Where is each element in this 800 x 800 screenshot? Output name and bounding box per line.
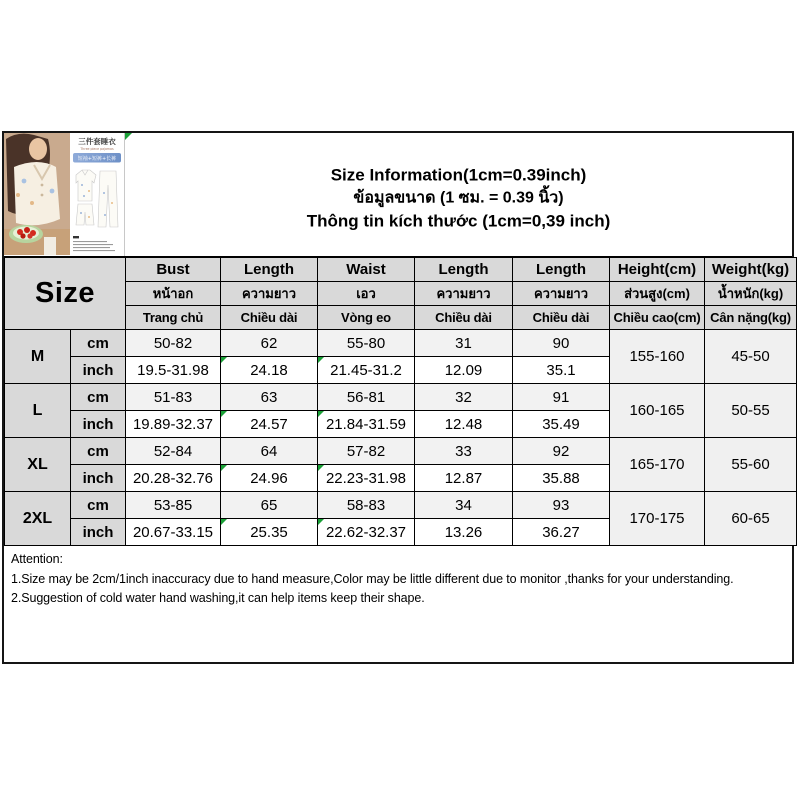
row-m-cm (5, 330, 797, 357)
xl-bust-inch: 20.28-32.76 (126, 465, 221, 492)
svg-text:Three piece pajamas: Three piece pajamas (80, 147, 114, 151)
col-length1-th: ความยาว (221, 282, 318, 306)
m-length3-cm: 90 (513, 330, 610, 357)
xl-weight: 55-60 (705, 438, 797, 492)
attention-note-1: 1.Size may be 2cm/1inch inaccuracy due to hand measure,Color may be little different due to monitor ,thanks for your understanding. (11, 571, 734, 586)
size-header: Size (5, 258, 126, 330)
unit-cm: cm (71, 330, 126, 357)
2xl-length1-cm: 65 (221, 492, 318, 519)
m-length1-cm: 62 (221, 330, 318, 357)
m-weight: 45-50 (705, 330, 797, 384)
unit-cm: cm (71, 384, 126, 411)
l-height: 160-165 (610, 384, 705, 438)
size-2xl: 2XL (5, 492, 71, 546)
header-row-en (5, 258, 797, 282)
xl-length1-cm: 64 (221, 438, 318, 465)
l-weight: 50-55 (705, 384, 797, 438)
2xl-waist-cm: 58-83 (318, 492, 415, 519)
col-weight-th: น้ำหนัก(kg) (705, 282, 797, 306)
m-length2-cm: 31 (415, 330, 513, 357)
m-length2-inch: 12.09 (415, 357, 513, 384)
col-bust-th: หน้าอก (126, 282, 221, 306)
col-height-th: ส่วนสูง(cm) (610, 282, 705, 306)
2xl-length3-inch: 36.27 (513, 519, 610, 546)
l-waist-cm: 56-81 (318, 384, 415, 411)
m-bust-cm: 50-82 (126, 330, 221, 357)
xl-length2-cm: 33 (415, 438, 513, 465)
l-bust-cm: 51-83 (126, 384, 221, 411)
2xl-waist-inch: 22.62-32.37 (318, 519, 415, 546)
col-length2-vi: Chiều dài (415, 306, 513, 330)
size-m: M (5, 330, 71, 384)
attention-note-2: 2.Suggestion of cold water hand washing,it can help items keep their shape. (11, 591, 425, 605)
col-length1-en: Length (221, 258, 318, 282)
svg-text:短袖+短裤+长裤: 短袖+短裤+长裤 (77, 156, 117, 162)
title-band (4, 133, 792, 257)
col-weight-en: Weight(kg) (705, 258, 797, 282)
col-length2-en: Length (415, 258, 513, 282)
col-height-vi: Chiều cao(cm) (610, 306, 705, 330)
2xl-length2-cm: 34 (415, 492, 513, 519)
title-vietnamese: Thông tin kích thước (1cm=0,39 inch) (306, 210, 611, 230)
l-length1-cm: 63 (221, 384, 318, 411)
unit-inch: inch (71, 519, 126, 546)
size-l: L (5, 384, 71, 438)
xl-waist-cm: 57-82 (318, 438, 415, 465)
2xl-length2-inch: 13.26 (415, 519, 513, 546)
excel-marker-icon (125, 133, 132, 140)
m-bust-inch: 19.5-31.98 (126, 357, 221, 384)
col-bust-vi: Trang chủ (126, 306, 221, 330)
xl-length2-inch: 12.87 (415, 465, 513, 492)
row-xl-cm (5, 438, 797, 465)
2xl-length3-cm: 93 (513, 492, 610, 519)
xl-height: 165-170 (610, 438, 705, 492)
2xl-length1-inch: 25.35 (221, 519, 318, 546)
unit-inch: inch (71, 411, 126, 438)
l-bust-inch: 19.89-32.37 (126, 411, 221, 438)
col-length3-vi: Chiều dài (513, 306, 610, 330)
size-info-title (125, 163, 792, 232)
title-english: Size Information(1cm=0.39inch) (330, 164, 587, 184)
l-length2-cm: 32 (415, 384, 513, 411)
col-waist-en: Waist (318, 258, 415, 282)
col-bust-en: Bust (126, 258, 221, 282)
pajama-product-illustration (4, 133, 124, 255)
size-xl: XL (5, 438, 71, 492)
l-length2-inch: 12.48 (415, 411, 513, 438)
col-weight-vi: Cân nặng(kg) (705, 306, 797, 330)
unit-inch: inch (71, 465, 126, 492)
xl-bust-cm: 52-84 (126, 438, 221, 465)
2xl-weight: 60-65 (705, 492, 797, 546)
m-length1-inch: 24.18 (221, 357, 318, 384)
col-length3-th: ความยาว (513, 282, 610, 306)
m-waist-inch: 21.45-31.2 (318, 357, 415, 384)
col-height-en: Height(cm) (610, 258, 705, 282)
unit-cm: cm (71, 492, 126, 519)
attention-section (4, 546, 792, 609)
attention-heading: Attention: (11, 552, 63, 566)
col-length1-vi: Chiều dài (221, 306, 318, 330)
2xl-bust-inch: 20.67-33.15 (126, 519, 221, 546)
col-length3-en: Length (513, 258, 610, 282)
unit-cm: cm (71, 438, 126, 465)
2xl-height: 170-175 (610, 492, 705, 546)
unit-inch: inch (71, 357, 126, 384)
row-2xl-cm (5, 492, 797, 519)
title-thai: ข้อมูลขนาด (1 ซม. = 0.39 นิ้ว) (353, 188, 564, 206)
content-box (2, 131, 794, 664)
row-l-cm (5, 384, 797, 411)
xl-length3-inch: 35.88 (513, 465, 610, 492)
svg-text:三件套睡衣: 三件套睡衣 (78, 137, 116, 146)
m-length3-inch: 35.1 (513, 357, 610, 384)
l-length3-cm: 91 (513, 384, 610, 411)
m-height: 155-160 (610, 330, 705, 384)
col-length2-th: ความยาว (415, 282, 513, 306)
product-image (4, 133, 124, 255)
l-length1-inch: 24.57 (221, 411, 318, 438)
l-waist-inch: 21.84-31.59 (318, 411, 415, 438)
l-length3-inch: 35.49 (513, 411, 610, 438)
xl-length1-inch: 24.96 (221, 465, 318, 492)
2xl-bust-cm: 53-85 (126, 492, 221, 519)
xl-waist-inch: 22.23-31.98 (318, 465, 415, 492)
col-waist-vi: Vòng eo (318, 306, 415, 330)
m-waist-cm: 55-80 (318, 330, 415, 357)
size-table (4, 257, 797, 546)
xl-length3-cm: 92 (513, 438, 610, 465)
col-waist-th: เอว (318, 282, 415, 306)
